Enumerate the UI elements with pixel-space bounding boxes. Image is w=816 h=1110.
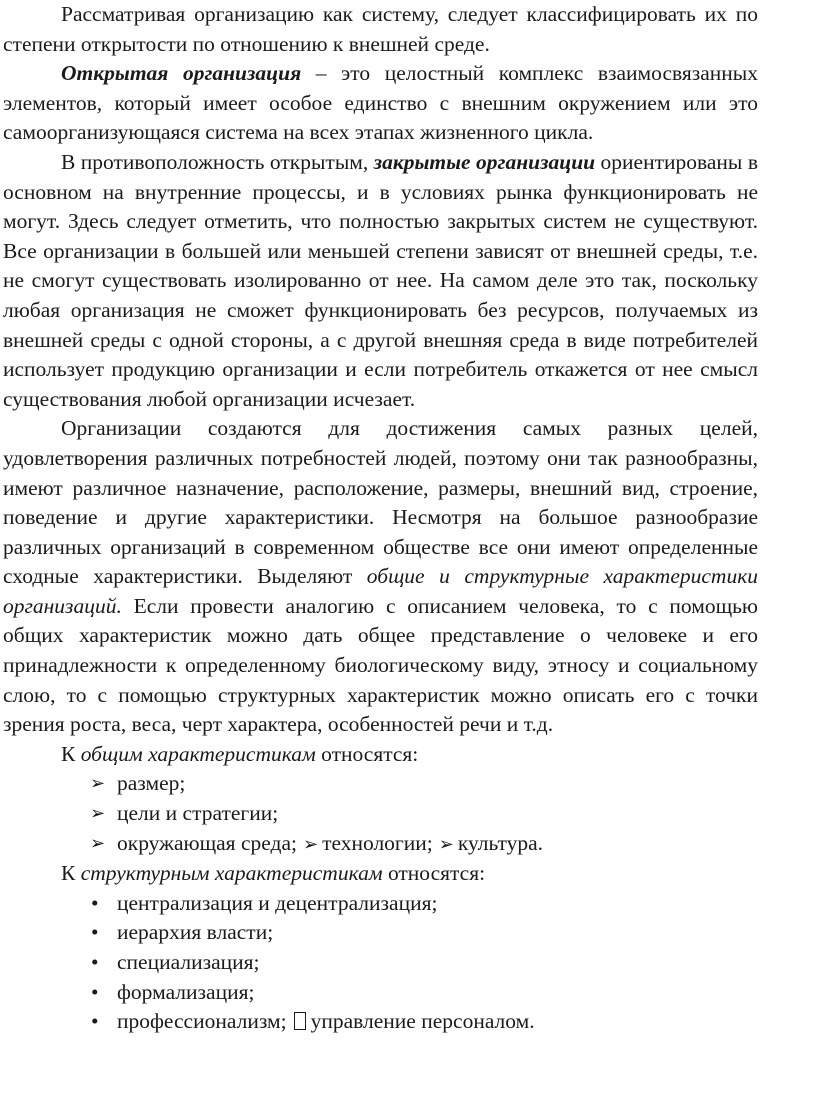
- arrow-bullet-icon: ➢: [90, 773, 106, 794]
- structural-intro-tail: относятся:: [382, 861, 486, 886]
- missing-glyph-box-icon: [294, 1012, 306, 1030]
- bullet-icon: •: [91, 979, 99, 1004]
- general-characteristics-list: [3, 769, 758, 859]
- paragraph-4-text: Организации создаются для достижения самых разных целей, удовлетворения различных потребностей людей, поэтому они так разнообразны, имеют различное назначение, расположение, размеры, внешний вид, строение, поведение и другие характеристики. Несмотря на большое разнообразие различных организаций в современном обществе все они имеют определенные сходные характеристики. Выделяют: [3, 416, 758, 589]
- list-item-label: цели и стратегии;: [117, 801, 279, 826]
- general-intro-tail: относятся:: [315, 741, 419, 766]
- paragraph-3: [3, 148, 758, 414]
- list-item: [3, 799, 758, 829]
- paragraph-3-text: ориентированы в основном на внутренние процессы, и в условиях рынка функционировать не могут. Здесь следует отметить, что полностью закрытых систем не существуют. Все организации в большей или меньшей степени зависят от внешней среды, т.е. не смогут существовать изолированно от нее. На самом деле это так, поскольку любая организация не сможет функционировать без ресурсов, получаемых из внешней среды с одной стороны, а с другой внешняя среда в виде потребителей использует продукцию организации и если потребитель откажется от нее смысл существования любой организации исчезает.: [3, 149, 758, 411]
- characteristics-term: общие и структурные характеристики организаций.: [3, 564, 758, 618]
- list-item: [3, 948, 758, 978]
- bullet-icon: •: [91, 1009, 99, 1034]
- paragraph-2-text: – это целостный комплекс взаимосвязанных элементов, который имеет особое единство с внешним окружением или это самоорганизующаяся система на всех этапах жизненного цикла.: [3, 61, 758, 145]
- list-item: [3, 889, 758, 919]
- paragraph-1: [3, 0, 758, 59]
- list-item-label: иерархия власти;: [117, 920, 274, 945]
- list-item-label: централизация и децентрализация;: [117, 890, 438, 915]
- closed-organization-term: закрытые организации: [373, 149, 596, 174]
- structural-characteristics-list: [3, 889, 758, 1037]
- paragraph-4: [3, 414, 758, 740]
- arrow-bullet-icon: ➢: [438, 833, 454, 854]
- general-characteristics-intro: [3, 740, 758, 770]
- list-item: [3, 829, 758, 860]
- bullet-icon: •: [91, 890, 99, 915]
- list-item-label: управление персоналом.: [310, 1009, 535, 1034]
- list-item: [3, 978, 758, 1008]
- structural-characteristics-intro: [3, 859, 758, 889]
- paragraph-4-tail: Если провести аналогию с описанием человека, то с помощью общих характеристик можно дать общее представление о человеке и его принадлежности к определенному биологическому виду, этносу и социальному слою, то с помощью структурных характеристик можно описать его с точки зрения роста, веса, черт характера, особенностей речи и т.д.: [3, 593, 758, 737]
- list-item: [3, 1007, 758, 1037]
- arrow-bullet-icon: ➢: [90, 803, 106, 824]
- structural-intro-lead: К: [61, 861, 81, 886]
- list-item: [3, 769, 758, 799]
- list-item-label: специализация;: [117, 950, 260, 974]
- list-item-label: культура.: [457, 830, 544, 855]
- paragraph-2: [3, 59, 758, 148]
- list-item-label: размер;: [117, 771, 186, 796]
- arrow-bullet-icon: ➢: [90, 832, 106, 853]
- list-item-label: формализация;: [117, 979, 255, 1004]
- paragraph-3-lead: В противоположность открытым,: [61, 149, 374, 174]
- list-item: [3, 918, 758, 948]
- paragraph-1-text: Рассматривая организацию как систему, следует классифицировать их по степени открытости по отношению к внешней среде.: [3, 2, 758, 56]
- general-intro-lead: К: [61, 741, 81, 766]
- general-characteristics-term: общим характеристикам: [80, 741, 316, 766]
- bullet-icon: •: [91, 920, 99, 945]
- bullet-icon: •: [91, 950, 99, 974]
- list-item-label: окружающая среда;: [117, 830, 297, 855]
- structural-characteristics-term: структурным характеристикам: [80, 861, 383, 886]
- open-organization-term: Открытая организация: [61, 61, 302, 86]
- arrow-bullet-icon: ➢: [302, 833, 319, 854]
- list-item-label: технологии;: [322, 830, 433, 855]
- list-item-label: профессионализм;: [117, 1009, 287, 1034]
